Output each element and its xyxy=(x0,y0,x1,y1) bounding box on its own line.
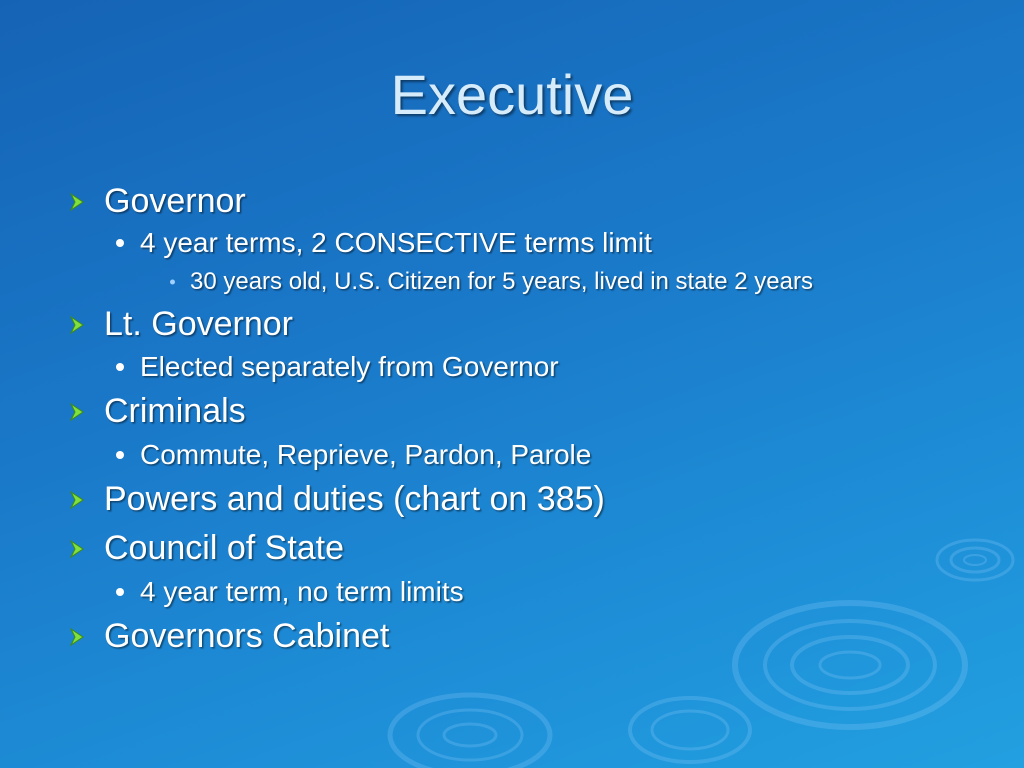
bullet-text: Powers and duties (chart on 385) xyxy=(104,480,605,518)
bullet-item-commute xyxy=(116,439,591,471)
bullet-item-requirements xyxy=(170,268,813,296)
bullet-text: Elected separately from Governor xyxy=(140,351,559,382)
arrow-bullet-icon xyxy=(66,401,88,423)
small-dot-bullet-icon xyxy=(170,280,175,285)
bullet-item-terms xyxy=(116,227,652,259)
bullet-item-criminals xyxy=(66,392,246,431)
bullet-text: Council of State xyxy=(104,529,345,567)
bullet-text: 4 year term, no term limits xyxy=(140,576,464,607)
bullet-text: Criminals xyxy=(104,392,246,430)
bullet-text: Governor xyxy=(104,182,246,220)
arrow-bullet-icon xyxy=(66,191,88,213)
dot-bullet-icon xyxy=(116,363,124,371)
dot-bullet-icon xyxy=(116,588,124,596)
bullet-text: 30 years old, U.S. Citizen for 5 years, lived in state 2 years xyxy=(190,268,813,295)
bullet-text: Lt. Governor xyxy=(104,305,293,343)
bullet-item-governor xyxy=(66,182,246,221)
dot-bullet-icon xyxy=(116,451,124,459)
arrow-bullet-icon xyxy=(66,489,88,511)
bullet-item-council-term xyxy=(116,576,464,608)
bullet-text: 4 year terms, 2 CONSECTIVE terms limit xyxy=(140,227,652,258)
bullet-item-governors-cabinet xyxy=(66,617,389,656)
bullet-item-council-of-state xyxy=(66,529,344,568)
arrow-bullet-icon xyxy=(66,538,88,560)
bullet-item-lt-governor xyxy=(66,305,293,344)
bullet-item-elected-separately xyxy=(116,351,559,383)
dot-bullet-icon xyxy=(116,239,124,247)
bullet-text: Commute, Reprieve, Pardon, Parole xyxy=(140,439,592,470)
arrow-bullet-icon xyxy=(66,626,88,648)
bullet-item-powers-duties xyxy=(66,480,605,519)
bullet-text: Governors Cabinet xyxy=(104,617,390,655)
slide-title: Executive xyxy=(390,63,634,126)
arrow-bullet-icon xyxy=(66,314,88,336)
